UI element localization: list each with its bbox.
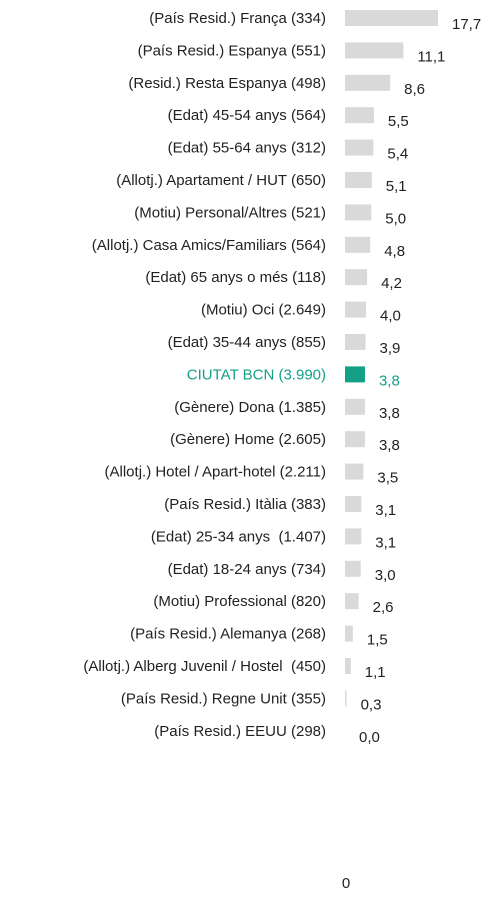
bar [345,561,361,577]
category-label: (País Resid.) EEUU (298) [154,722,326,740]
value-label: 17,7 [452,16,482,33]
category-label: (Motiu) Personal/Altres (521) [134,204,326,222]
value-label: 2,6 [372,599,394,617]
value-label: 5,1 [385,178,407,195]
value-label: 5,0 [385,210,407,228]
value-label: 4,2 [381,275,402,293]
value-label: 3,1 [375,534,397,552]
category-label: (País Resid.) Itàlia (383) [164,496,326,513]
bar [345,658,351,674]
category-labels-layer [83,10,326,740]
category-label: (Edat) 55-64 anys (312) [167,139,326,157]
bar [345,302,366,318]
value-label: 11,1 [417,48,446,66]
bar-highlight [345,366,365,382]
category-label: (Allotj.) Casa Amics/Familiars (564) [91,236,326,254]
category-label: (Allotj.) Hotel / Apart-hotel (2.211) [104,463,326,481]
value-label: 3,0 [374,566,396,584]
bar [345,431,365,447]
bar [345,10,438,26]
value-label: 5,4 [387,145,409,163]
bar [345,172,372,188]
value-label: 8,6 [404,80,426,98]
category-label: (Gènere) Dona (1.385) [174,398,326,416]
x-axis-tick-label: 0 [341,875,351,892]
category-label: (Resid.) Resta Espanya (498) [128,74,326,92]
category-label: (País Resid.) França (334) [149,10,326,27]
bar [345,690,347,706]
value-label: 3,9 [379,340,401,357]
bar [345,334,365,350]
value-label: 4,8 [384,242,406,260]
category-label: (País Resid.) Alemanya (268) [130,625,326,643]
value-label: 4,0 [380,307,401,325]
category-label: (Motiu) Professional (820) [153,593,326,611]
bar [345,75,390,91]
value-label: 3,5 [377,469,399,487]
bar [345,496,361,512]
bar [345,626,353,642]
bar [345,399,365,415]
value-label: 0,3 [360,696,382,714]
category-label: (Edat) 45-54 anys (564) [167,107,326,125]
value-label: 1,1 [364,664,386,681]
category-label: (País Resid.) Regne Unit (355) [120,690,326,708]
category-label: (Motiu) Oci (2.649) [200,301,326,319]
bar [345,42,403,58]
category-label: (País Resid.) Espanya (551) [137,42,326,60]
category-label-highlight: CIUTAT BCN (3.990) [186,366,326,384]
value-label-highlight: 3,8 [378,372,400,390]
category-label: (Gènere) Home (2.605) [170,431,326,449]
category-label: (Allotj.) Apartament / HUT (650) [116,172,326,189]
value-labels-layer [359,16,481,746]
category-label: (Edat) 65 anys o més (118) [145,269,326,287]
bar [345,464,363,480]
category-label: (Allotj.) Alberg Juvenil / Hostel (450) [83,658,326,675]
value-label: 0,0 [359,728,380,746]
category-label: (Edat) 25-34 anys (1.407) [150,528,326,546]
bar [345,237,370,253]
value-label: 3,8 [378,404,400,422]
bar [345,140,373,156]
value-label: 3,8 [378,437,400,455]
value-label: 1,5 [366,631,388,649]
bar [345,107,374,123]
value-label: 3,1 [375,502,397,519]
bar [345,528,361,544]
category-label: (Edat) 35-44 anys (855) [167,334,326,351]
value-label: 5,5 [387,113,409,131]
bar [345,593,359,609]
bar [345,204,371,220]
category-label: (Edat) 18-24 anys (734) [167,560,326,578]
bar [345,269,367,285]
